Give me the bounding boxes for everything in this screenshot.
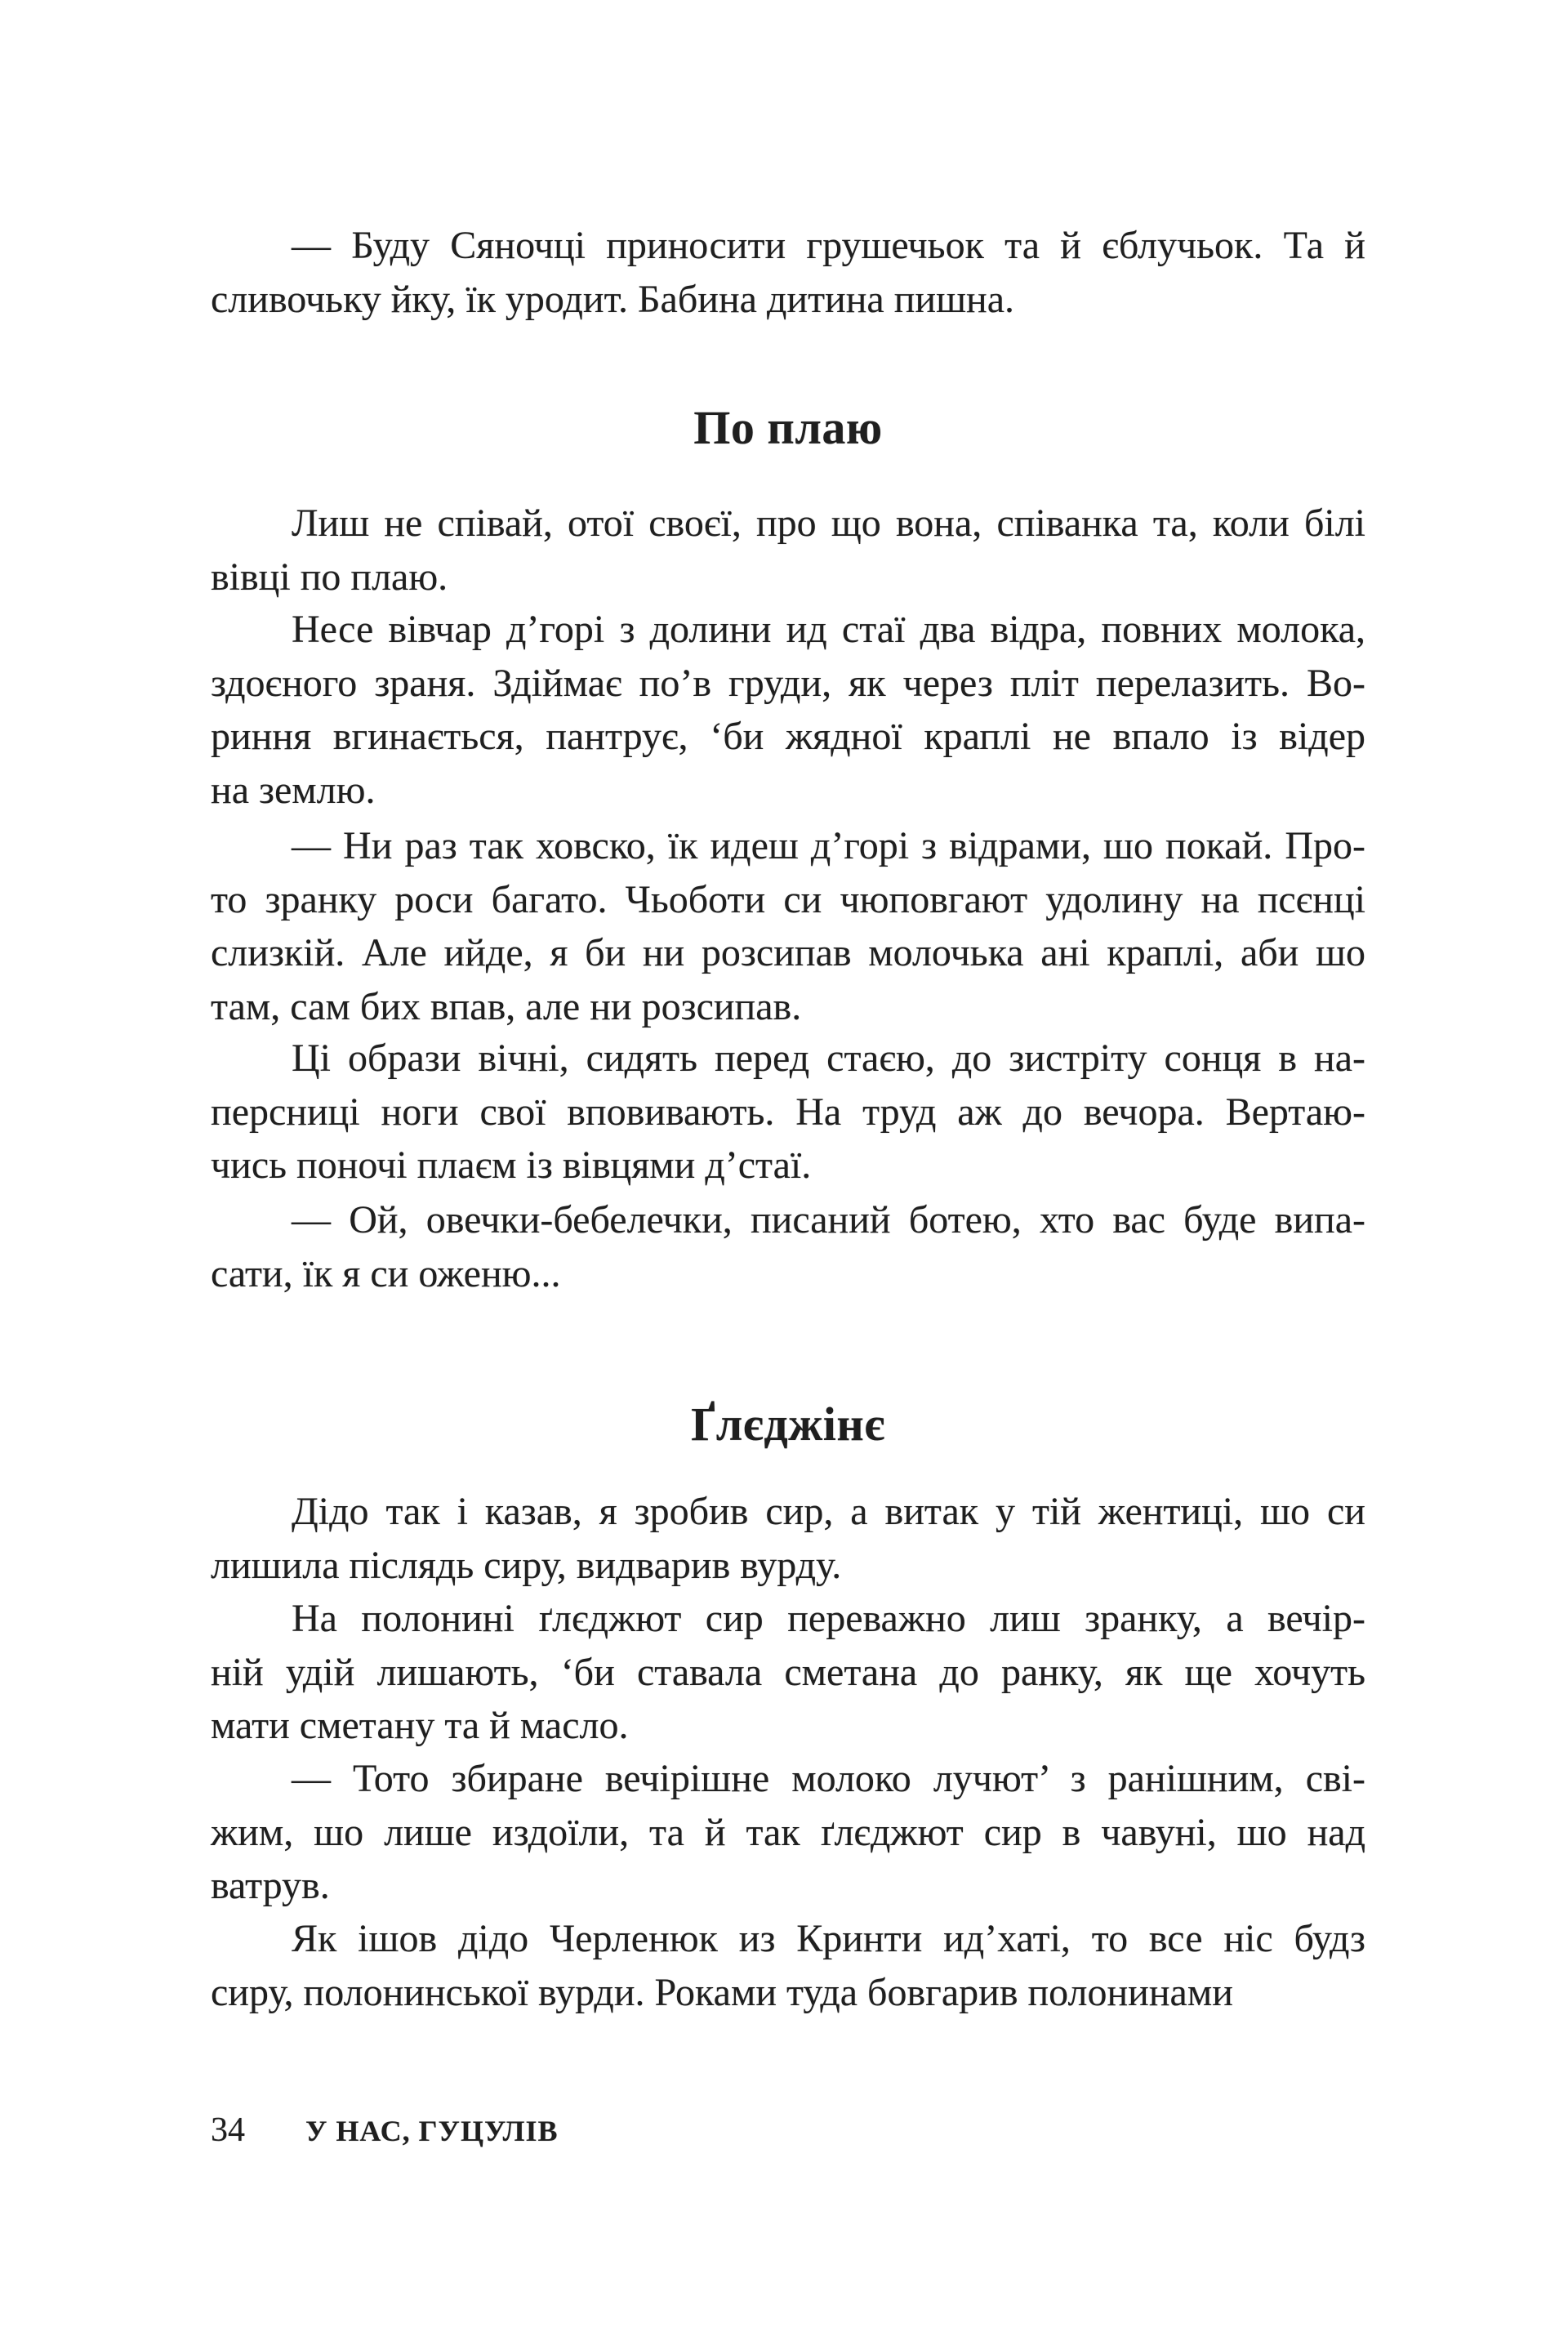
paragraph <box>211 1193 1365 1300</box>
text-line: сати, їк я си оженю... <box>211 1251 561 1295</box>
text-line: слизкій. Але ийде, я би ни розсипав молочька ані краплі, аби шо <box>211 931 1365 974</box>
text-line: — Ой, овечки-бебелечки, писаний ботею, хто вас буде випа- <box>292 1198 1365 1242</box>
page-footer <box>211 2111 558 2150</box>
running-title: У НАС, ГУЦУЛІВ <box>305 2115 559 2147</box>
paragraph <box>211 1485 1365 1592</box>
paragraph <box>211 1592 1365 1753</box>
paragraph <box>211 1032 1365 1192</box>
text-line: там, сам бих впав, але ни розсипав. <box>211 984 802 1028</box>
text-line: жим, шо лише издоїли, та й так ґлєджют сир в чавуні, шо над <box>211 1810 1365 1854</box>
text-line: сиру, полонинської вурди. Роками туда бовгарив полонинами <box>211 1970 1233 2014</box>
text-line: риння вгинається, пантрує, ‘би жядної краплі не впало із відер <box>211 715 1365 758</box>
text-line: — Буду Сяночці приносити грушечьок та й єблучьок. Та й <box>292 224 1365 267</box>
paragraph <box>211 819 1365 1033</box>
text-line: — Ни раз так ховско, їк идеш д’горі з відрами, шо покай. Про- <box>292 824 1365 867</box>
text-line: ній удій лишають, ‘би ставала сметана до ранку, як ще хочуть <box>211 1650 1365 1694</box>
paragraph <box>211 603 1365 817</box>
text-line: мати сметану та й масло. <box>211 1704 629 1747</box>
text-line: персниці ноги свої вповивають. На труд аж до вечора. Вертаю- <box>211 1090 1365 1134</box>
section-heading: По плаю <box>693 401 883 454</box>
text-line: лишила післядь сиру, видварив вурду. <box>211 1543 842 1587</box>
text-line: Ці образи вічні, сидять перед стаєю, до зистріту сонця в на- <box>292 1036 1365 1080</box>
paragraph <box>211 1752 1365 1913</box>
paragraph <box>211 497 1365 604</box>
text-line: Дідо так і казав, я зробив сир, а витак у тій жентиці, шо си <box>292 1490 1365 1533</box>
text-line: вівці по плаю. <box>211 555 448 599</box>
page-number: 34 <box>211 2111 245 2149</box>
text-line: — Тото збиране вечірішне молоко лучют’ з ранішним, сві- <box>292 1757 1365 1800</box>
text-line: Як ішов дідо Черленюк из Кринти ид’хаті, то все ніс будз <box>292 1917 1365 1960</box>
text-line: на землю. <box>211 768 376 812</box>
text-line: сливочьку йку, їк уродит. Бабина дитина пишна. <box>211 277 1015 321</box>
text-line: На полонині ґлєджют сир переважно лиш зранку, а вечір- <box>292 1597 1365 1640</box>
text-line: здоєного зраня. Здіймає по’в груди, як через пліт перелазить. Во- <box>211 661 1365 705</box>
text-line: Лиш не співай, отої своєї, про що вона, співанка та, коли білі <box>292 502 1365 545</box>
text-line: то зранку роси багато. Чьоботи си чюповгают удолину на псєнці <box>211 877 1365 921</box>
paragraph <box>211 1912 1365 2019</box>
text-line: Несе вівчар д’горі з долини ид стаї два відра, повних молока, <box>292 608 1365 651</box>
text-line: ватрув. <box>211 1864 330 1907</box>
section-heading: Ґлєджінє <box>691 1398 885 1451</box>
text-line: чись поночі плаєм із вівцями д’стаї. <box>211 1143 812 1187</box>
paragraph <box>211 219 1365 326</box>
